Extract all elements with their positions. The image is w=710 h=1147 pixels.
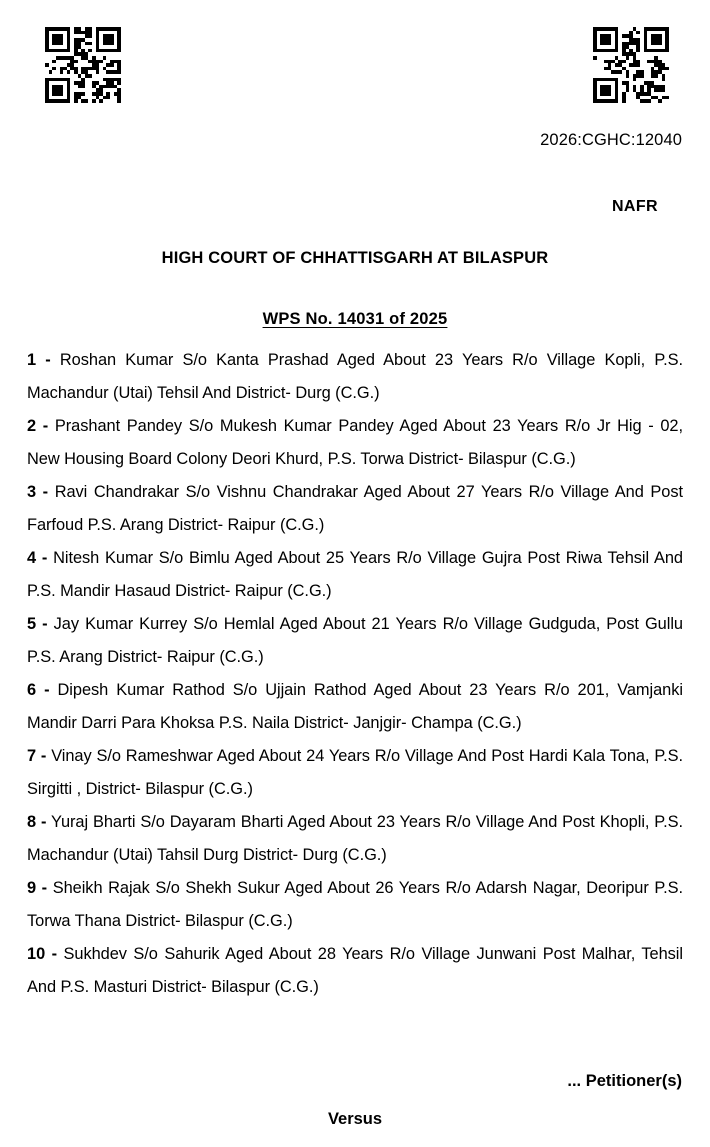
- petitioner-text: Yuraj Bharti S/o Dayaram Bharti Aged About 23 Years R/o Village And Post Khopli, P.S. Machandur (Utai) Tahsil Durg District- Durg (C.G.): [27, 813, 683, 864]
- petitioner-text: Sukhdev S/o Sahurik Aged About 28 Years R/o Village Junwani Post Malhar, Tehsil And P.S. Masturi District- Bilaspur (C.G.): [27, 945, 683, 996]
- petitioner-entry: [27, 740, 683, 806]
- petitioner-text: Ravi Chandrakar S/o Vishnu Chandrakar Aged About 27 Years R/o Village And Post Farfoud P.S. Arang District- Raipur (C.G.): [27, 483, 683, 534]
- petitioner-index: 8: [27, 813, 37, 831]
- petitioner-index: 10: [27, 945, 46, 963]
- petitioner-separator: -: [42, 615, 48, 633]
- petitioner-index: 4: [27, 549, 37, 567]
- petitioner-entry: [27, 344, 683, 410]
- petitioner-entry: [27, 674, 683, 740]
- petitioner-entry: [27, 410, 683, 476]
- petitioner-tag: ... Petitioner(s): [567, 1072, 682, 1090]
- petitioner-text: Prashant Pandey S/o Mukesh Kumar Pandey Aged About 23 Years R/o Jr Hig - 02, New Housing Board Colony Deori Khurd, P.S. Torwa District- Bilaspur (C.G.): [27, 417, 683, 468]
- petitioner-index: 7: [27, 747, 37, 765]
- petitioner-separator: -: [45, 351, 51, 369]
- nafr-label: NAFR: [611, 198, 658, 215]
- petitioner-list: [27, 344, 683, 1004]
- petitioner-separator: -: [42, 483, 49, 501]
- petitioner-text: Nitesh Kumar S/o Bimlu Aged About 25 Years R/o Village Gujra Post Riwa Tehsil And P.S. Mandir Hasaud District- Raipur (C.G.): [27, 549, 683, 600]
- petitioner-separator: -: [42, 417, 49, 435]
- petitioner-entry: [27, 806, 683, 872]
- petitioner-separator: -: [51, 945, 58, 963]
- petitioner-text: Sheikh Rajak S/o Shekh Sukur Aged About 26 Years R/o Adarsh Nagar, Deoripur P.S. Torwa Thana District- Bilaspur (C.G.): [27, 879, 683, 930]
- case-number-container: [0, 310, 710, 329]
- petitioner-entry: [27, 938, 683, 1004]
- case-number: WPS No. 14031 of 2025: [262, 310, 448, 328]
- petitioner-separator: -: [40, 813, 47, 831]
- petitioner-text: Vinay S/o Rameshwar Aged About 24 Years R/o Village And Post Hardi Kala Tona, P.S. Sirgitti , District- Bilaspur (C.G.): [27, 747, 683, 798]
- versus-label: Versus: [327, 1110, 383, 1128]
- petitioner-entry: [27, 476, 683, 542]
- petitioner-entry: [27, 608, 683, 674]
- qr-code-left: [38, 20, 128, 110]
- petitioner-text: Dipesh Kumar Rathod S/o Ujjain Rathod Aged About 23 Years R/o 201, Vamjanki Mandir Darri Para Khoksa P.S. Naila District- Janjgir- Champa (C.G.): [27, 681, 683, 732]
- petitioner-index: 6: [27, 681, 37, 699]
- petitioner-index: 9: [27, 879, 37, 897]
- petitioner-entry: [27, 542, 683, 608]
- petitioner-index: 1: [27, 351, 37, 369]
- petitioner-index: 2: [27, 417, 37, 435]
- petitioner-index: 3: [27, 483, 37, 501]
- petitioner-text: Jay Kumar Kurrey S/o Hemlal Aged About 21 Years R/o Village Gudguda, Post Gullu P.S. Arang District- Raipur (C.G.): [27, 615, 683, 666]
- document-number: 2026:CGHC:12040: [540, 131, 682, 149]
- petitioner-text: Roshan Kumar S/o Kanta Prashad Aged About 23 Years R/o Village Kopli, P.S. Machandur (Utai) Tehsil And District- Durg (C.G.): [27, 351, 683, 402]
- petitioner-separator: -: [44, 681, 50, 699]
- petitioner-separator: -: [41, 879, 48, 897]
- petitioner-entry: [27, 872, 683, 938]
- qr-code-row: [0, 20, 710, 112]
- petitioner-index: 5: [27, 615, 37, 633]
- petitioner-separator: -: [41, 549, 48, 567]
- petitioner-separator: -: [40, 747, 47, 765]
- court-heading: HIGH COURT OF CHHATTISGARH AT BILASPUR: [161, 249, 549, 267]
- qr-code-right: [586, 20, 676, 110]
